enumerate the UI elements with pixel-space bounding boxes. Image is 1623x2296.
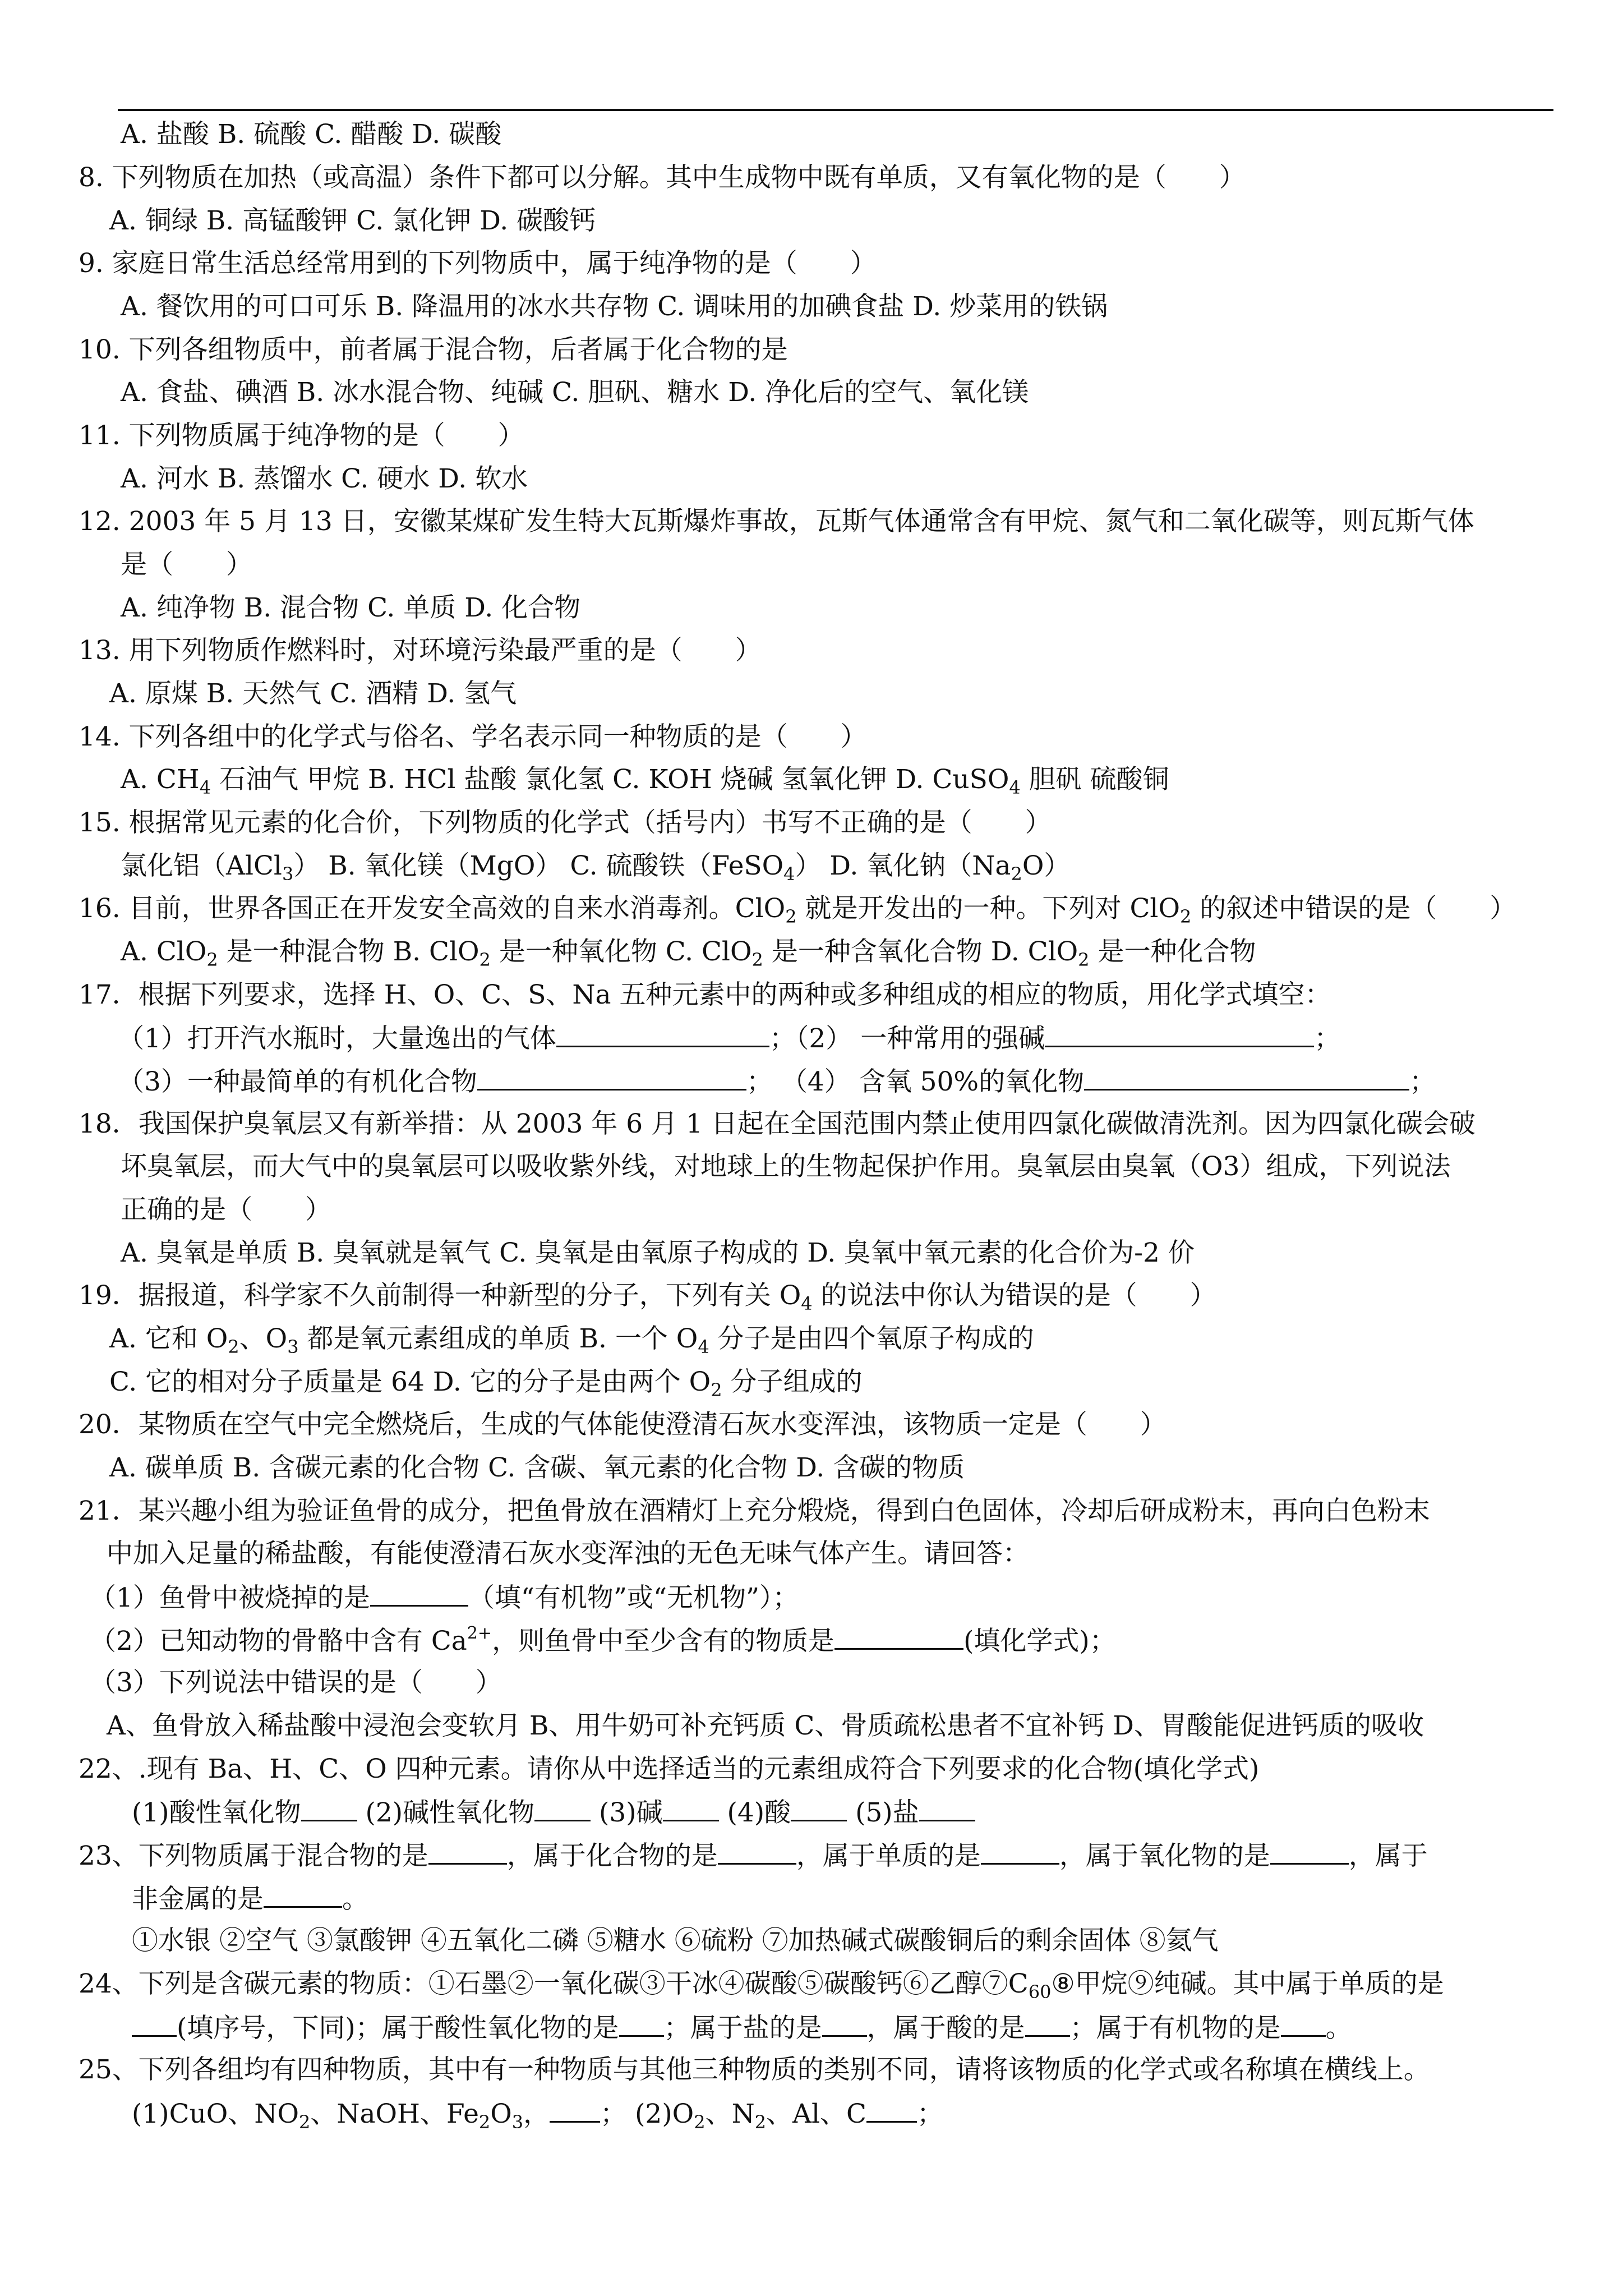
q18-stem-cont: 坏臭氧层，而大气中的臭氧层可以吸收紫外线，对地球上的生物起保护作用。臭氧层由臭氧（O3）组成，下列说法: [121, 1151, 1451, 1182]
answer-blank[interactable]: [1281, 2010, 1326, 2037]
answer-blank[interactable]: [834, 1623, 963, 1650]
answer-blank[interactable]: [1084, 1064, 1409, 1091]
q12-options: A. 纯净物 B. 混合物 C. 单质 D. 化合物: [121, 592, 581, 623]
q7-options: A. 盐酸 B. 硫酸 C. 醋酸 D. 碳酸: [121, 119, 502, 150]
answer-blank[interactable]: [919, 1795, 975, 1821]
answer-blank[interactable]: [477, 1064, 746, 1091]
q9-options: A. 餐饮用的可口可乐 B. 降温用的冰水共存物 C. 调味用的加碘食盐 D. 炒菜用的铁锅: [121, 291, 1108, 322]
q24-blanks: (填序号，下同)；属于酸性氧化物的是 ；属于盐的是 ，属于酸的是 ；属于有机物的是 。: [132, 2010, 1352, 2044]
answer-blank[interactable]: [1045, 1021, 1314, 1047]
answer-blank[interactable]: [866, 2096, 917, 2123]
q10-stem: 10. 下列各组物质中，前者属于混合物，后者属于化合物的是: [79, 334, 788, 365]
answer-blank[interactable]: [791, 1795, 847, 1821]
q23-stem-cont: 非金属的是 。: [132, 1881, 368, 1915]
q18-options: A. 臭氧是单质 B. 臭氧就是氧气 C. 臭氧是由氧原子构成的 D. 臭氧中氧元素的化合价为-2 价: [121, 1237, 1195, 1268]
answer-blank[interactable]: [822, 2010, 867, 2037]
q15-options: 氯化铝（AlCl$_3$） B. 氧化镁（MgO） C. 硫酸铁（FeSO$_4$） D. 氧化钠$(Na_2O)$: [121, 850, 1071, 885]
answer-blank[interactable]: [556, 1021, 769, 1047]
q12-stem-cont: 是（ ）: [121, 549, 252, 580]
answer-blank[interactable]: [663, 1795, 719, 1821]
q13-stem: 13. 用下列物质作燃料时，对环境污染最严重的是（ ）: [79, 635, 762, 666]
q20-stem: 20．某物质在空气中完全燃烧后，生成的气体能使澄清石灰水变浑浊，该物质一定是（ ）: [79, 1409, 1166, 1440]
q18-stem-cont: 正确的是（ ）: [121, 1194, 331, 1225]
q17-blanks-2: （3）一种最简单的有机化合物 ； （4） 含氧 50%的氧化物 ；: [118, 1064, 1436, 1098]
header-rule: [118, 109, 1553, 111]
answer-blank[interactable]: [264, 1881, 342, 1908]
q13-options: A. 原煤 B. 天然气 C. 酒精 D. 氢气: [109, 678, 517, 709]
answer-blank[interactable]: [1270, 1838, 1349, 1865]
answer-blank[interactable]: [981, 1838, 1059, 1865]
q8-options: A. 铜绿 B. 高锰酸钾 C. 氯化钾 D. 碳酸钙: [109, 205, 596, 236]
q17-blanks-1: （1）打开汽水瓶时，大量逸出的气体 ；（2） 一种常用的强碱 ；: [118, 1021, 1340, 1055]
q14-stem: 14. 下列各组中的化学式与俗名、学名表示同一种物质的是（ ）: [79, 721, 867, 752]
q25-blanks: (1)CuO、$NO_2$、NaOH、$Fe_2O_3$， ； $(2)O_2$、$N_2$、Al、C ；: [132, 2096, 943, 2130]
answer-blank[interactable]: [428, 1838, 507, 1865]
q24-stem: 24、下列是含碳元素的物质：①石墨②一氧化碳③干冰④碳酸⑤碳酸钙⑥乙醇$⑦C_{60}⑧$甲烷⑨纯碱。其中属于单质的是: [79, 1968, 1444, 2003]
q18-stem: 18．我国保护臭氧层又有新举措：从 2003 年 6 月 1 日起在全国范围内禁止使用四氯化碳做清洗剂。因为四氯化碳会破: [79, 1108, 1476, 1139]
answer-blank[interactable]: [370, 1580, 468, 1607]
q21-part2: （2）已知动物的骨骼中含有 $Ca^{2+}$，则鱼骨中至少含有的物质是 (填化学式)；: [90, 1623, 1116, 1657]
q17-stem: 17．根据下列要求，选择 H、O、C、S、Na 五种元素中的两种或多种组成的相应的物质，用化学式填空：: [79, 979, 1331, 1010]
answer-blank[interactable]: [550, 2096, 600, 2123]
q21-stem-cont: 中加入足量的稀盐酸，有能使澄清石灰水变浑浊的无色无味气体产生。请回答：: [107, 1538, 1029, 1569]
answer-blank[interactable]: [132, 2010, 177, 2037]
q16-options: A. ClO$_2$ 是一种混合物 B. ClO$_2$ 是一种氧化物 C. ClO$_2$ 是一种含氧化合物 D. ClO$_2$ 是一种化合物: [121, 936, 1256, 970]
answer-blank[interactable]: [1025, 2010, 1070, 2037]
q21-part3-options: A、鱼骨放入稀盐酸中浸泡会变软月 B、用牛奶可补充钙质 C、骨质疏松患者不宜补钙 D、胃酸能促进钙质的吸收: [107, 1710, 1424, 1741]
q8-stem: 8. 下列物质在加热（或高温）条件下都可以分解。其中生成物中既有单质，又有氧化物的是（ ）: [79, 162, 1246, 193]
q21-part3: （3）下列说法中错误的是（ ）: [90, 1667, 502, 1698]
answer-blank[interactable]: [718, 1838, 796, 1865]
q21-part1: （1）鱼骨中被烧掉的是 （填“有机物”或“无机物”）；: [90, 1580, 799, 1614]
q25-stem: 25、下列各组均有四种物质，其中有一种物质与其他三种物质的类别不同，请将该物质的化学式或名称填在横线上。: [79, 2054, 1430, 2085]
q12-stem: 12. 2003 年 5 月 13 日，安徽某煤矿发生特大瓦斯爆炸事故，瓦斯气体通常含有甲烷、氮气和二氧化碳等，则瓦斯气体: [79, 506, 1474, 537]
q16-stem: 16. 目前，世界各国正在开发安全高效的自来水消毒剂。ClO$_2$ 就是开发出的一种。下列对 ClO$_2$ 的叙述中错误的是（ ）: [79, 893, 1516, 927]
q14-options: A. $CH_4$ 石油气 甲烷 B. HCl 盐酸 氯化氢 C. KOH 烧碱 氢氧化钾 D. CuSO$_4$ 胆矾 硫酸铜: [121, 764, 1169, 798]
q11-options: A. 河水 B. 蒸馏水 C. 硬水 D. 软水: [121, 463, 528, 494]
q15-stem: 15. 根据常见元素的化合价，下列物质的化学式（括号内）书写不正确的是（ ）: [79, 807, 1052, 838]
q9-stem: 9. 家庭日常生活总经常用到的下列物质中，属于纯净物的是（ ）: [79, 248, 877, 279]
q23-stem: 23、下列物质属于混合物的是 ，属于化合物的是 ，属于单质的是 ，属于氧化物的是 ，属于: [79, 1838, 1428, 1872]
q19-options-cd: C. 它的相对分子质量是 64 D. 它的分子是由两个 $O_2$ 分子组成的: [109, 1366, 863, 1401]
q22-blanks: (1)酸性氧化物 (2)碱性氧化物 (3)碱 (4)酸 (5)盐: [132, 1795, 975, 1829]
q21-stem: 21．某兴趣小组为验证鱼骨的成分，把鱼骨放在酒精灯上充分煅烧，得到白色固体，冷却后研成粉末，再向白色粉末: [79, 1496, 1430, 1526]
q23-items: ①水银 ②空气 ③氯酸钾 ④五氧化二磷 ⑤糖水 ⑥硫粉 ⑦加热碱式碳酸铜后的剩余固体 ⑧氦气: [132, 1925, 1219, 1956]
q20-options: A. 碳单质 B. 含碳元素的化合物 C. 含碳、氧元素的化合物 D. 含碳的物质: [109, 1452, 965, 1483]
answer-blank[interactable]: [534, 1795, 591, 1821]
q11-stem: 11. 下列物质属于纯净物的是（ ）: [79, 420, 524, 451]
q19-options-ab: A. 它和 $O_2$、$O_3$ 都是氧元素组成的单质 B. 一个 $O_4$ 分子是由四个氧原子构成的: [109, 1323, 1034, 1358]
q19-stem: 19．据报道，科学家不久前制得一种新型的分子，下列有关 $O_4$ 的说法中你认为错误的是（ ）: [79, 1280, 1216, 1314]
answer-blank[interactable]: [619, 2010, 664, 2037]
answer-blank[interactable]: [301, 1795, 357, 1821]
q22-stem: 22、.现有 Ba、H、C、O 四种元素。请你从中选择适当的元素组成符合下列要求的化合物(填化学式): [79, 1754, 1260, 1784]
q10-options: A. 食盐、碘酒 B. 冰水混合物、纯碱 C. 胆矾、糖水 D. 净化后的空气、氧化镁: [121, 377, 1029, 408]
